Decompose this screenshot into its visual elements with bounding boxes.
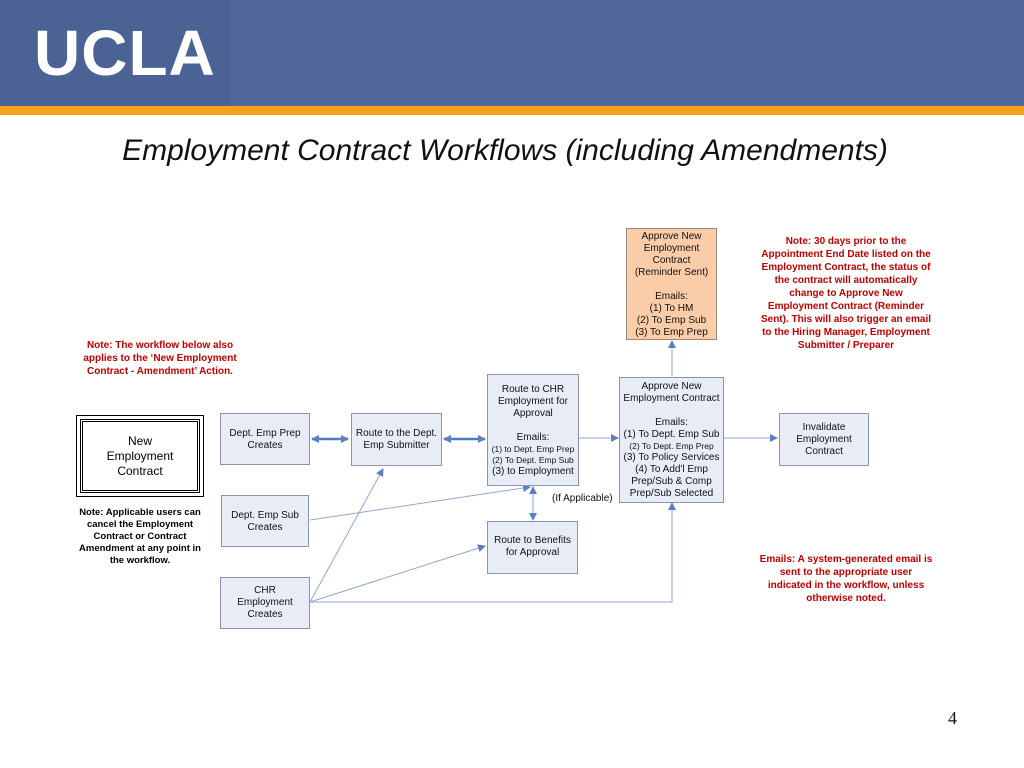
box-line: Approve New bbox=[641, 231, 702, 242]
emails-label: Emails: bbox=[516, 432, 550, 443]
email-line: Prep/Sub Selected bbox=[629, 488, 714, 499]
note-cancel: Note: Applicable users can cancel the Employment Contract or Contract Amendment at any point in the workflow. bbox=[79, 507, 201, 566]
page-title: Employment Contract Workflows (including Amendments) bbox=[122, 134, 888, 167]
start-line: Contract bbox=[117, 463, 163, 478]
if-applicable-label: (If Applicable) bbox=[552, 493, 613, 504]
new-employment-contract-start bbox=[76, 415, 204, 497]
box-line: Approval bbox=[513, 408, 553, 419]
email-line: (3) to Employment bbox=[492, 466, 574, 477]
start-line: Employment bbox=[106, 448, 174, 463]
box-line: Emp Submitter bbox=[363, 440, 430, 451]
emails-label: Emails: bbox=[655, 291, 688, 302]
box-line: for Approval bbox=[505, 547, 560, 558]
box-line: Employment bbox=[237, 597, 293, 608]
email-line: (2) To Dept. Emp Prep bbox=[629, 441, 714, 451]
chr-employment-creates-box bbox=[220, 577, 310, 629]
line-sub-chr bbox=[310, 487, 530, 520]
box-line: Employment bbox=[796, 434, 852, 445]
email-line: (3) To Policy Services bbox=[623, 452, 720, 463]
box-line: Creates bbox=[247, 522, 283, 533]
ucla-logo: UCLA bbox=[34, 17, 216, 89]
box-line: Contract bbox=[805, 446, 843, 457]
start-line: New bbox=[127, 433, 152, 448]
box-line: Route to Benefits bbox=[494, 535, 571, 546]
box-line: Employment for bbox=[497, 396, 569, 407]
box-line: Creates bbox=[247, 609, 283, 620]
emails-label: Emails: bbox=[655, 417, 688, 428]
dept-emp-prep-creates-box bbox=[220, 413, 310, 465]
box-line: Approve New bbox=[641, 381, 702, 392]
approve-new-contract-box bbox=[619, 377, 724, 503]
box-line: Invalidate bbox=[802, 422, 846, 433]
box-line: CHR bbox=[254, 585, 276, 596]
note-emails: Emails: A system-generated email is sent to the appropriate user indicated in the workflow, unless otherwise noted. bbox=[759, 554, 933, 604]
email-line: (1) To Dept. Emp Sub bbox=[623, 429, 720, 440]
dept-emp-sub-creates-box bbox=[221, 495, 309, 547]
email-line: Prep/Sub & Comp bbox=[631, 476, 712, 487]
box-line: Contract bbox=[652, 255, 691, 266]
email-line: (4) To Add'l Emp bbox=[635, 464, 708, 475]
email-line: (2) To Dept. Emp Sub bbox=[492, 455, 574, 465]
box-line: Creates bbox=[247, 440, 283, 451]
box-line: Employment bbox=[643, 243, 700, 254]
box-line: Dept. Emp Sub bbox=[231, 510, 299, 521]
route-to-chr-box bbox=[487, 374, 579, 486]
page-number: 4 bbox=[948, 708, 957, 728]
box-line: Employment Contract bbox=[623, 393, 720, 404]
note-30-days: Note: 30 days prior to the Appointment End Date listed on the Employment Contract, the status of the contract will automatically change to Approve New Employment Contract (Reminder Sent). This will also trigger an email to the Hiring Manager, Employment Submitter / Preparer bbox=[760, 236, 932, 351]
email-line: (2) To Emp Sub bbox=[636, 315, 707, 326]
note-workflow-amendment: Note: The workflow below also applies to the ‘New Employment Contract - Amendment’ Action. bbox=[83, 340, 237, 377]
box-line: Route to the Dept. bbox=[355, 428, 438, 439]
email-line: (1) to Dept. Emp Prep bbox=[491, 444, 575, 454]
route-to-submitter-box bbox=[351, 413, 442, 466]
box-line: Dept. Emp Prep bbox=[229, 428, 301, 439]
route-to-benefits-box bbox=[487, 521, 578, 574]
email-line: (1) To HM bbox=[649, 303, 694, 314]
email-line: (3) To Emp Prep bbox=[635, 327, 708, 338]
box-line: Route to CHR bbox=[501, 384, 565, 395]
invalidate-contract-box bbox=[779, 413, 869, 466]
box-line: (Reminder Sent) bbox=[634, 267, 709, 278]
approve-reminder-sent-box bbox=[626, 228, 717, 340]
